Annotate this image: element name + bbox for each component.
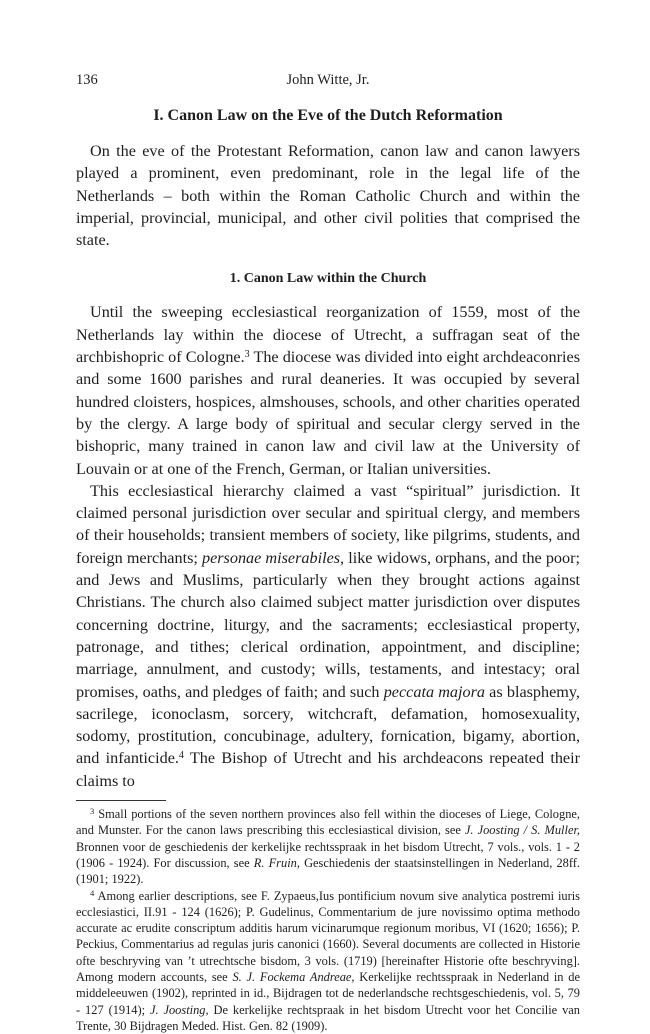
footnote-ref-4[interactable]: 4 [179,750,184,761]
footnote-3-text-1: Small portions of the seven northern provinces also fell within the dioceses of Liege, Cologne, and Munster. For the canon laws prescribing this ecclesiastical division, see [76,807,580,837]
body-paragraph-2 [76,480,580,792]
footnote-4-text-1: Among earlier descriptions, see F. Zypaeus,Ius pontificium novum sive analytica postremi iuris ecclesiastici, II.91 - 124 (1626); P. Gudelinus, Commentarium de jure novissimo optima methodo accurate ac erudite conscriptum additis harum vicinarumque regionum moribus, VI (1620; 1656); P. Peckius, Commentarius ad regulas juris canonici (1660). Several documents are collected in Historie ofte beschryving van ’t utrechtsche bisdom, 3 vols. (1719) [hereinafter Historie ofte beschryving]. Among modern accounts, see [76,889,580,984]
page-number: 136 [76,72,98,89]
footnote-ref-3[interactable]: 3 [245,349,250,360]
footnote-4-text-2: Kerkelijke rechtsspraak in Nederland in de middeleeuwen (1902), reprinted in id., Bijdragen tot de nederlandsche rechtsgeschiedenis, vol. 5, 79 - 127 (1914); [76,970,580,1017]
body-paragraph-2-text-d: The Bishop of Utrecht and his archdeacons repeated their claims to [76,749,580,789]
footnote-3 [76,806,580,887]
footnote-4-author-1: S. J. Fockema Andreae, [232,970,354,984]
body-paragraph-1 [76,301,580,479]
footnote-3-mark: 3 [90,806,94,816]
body-paragraph-1-text-a: Until the sweeping ecclesiastical reorganization of 1559, most of the Netherlands lay within the diocese of Utrecht, a suffragan seat of the archbishopric of Cologne. [76,303,580,366]
italic-term-peccata-majora: peccata majora [384,683,485,701]
footnote-4-mark: 4 [90,888,94,898]
footnote-3-author-2: R. Fruin, [254,856,300,870]
footnote-3-text-3: Geschiedenis der staatsinstellingen in Nederland, 28ff. (1901; 1922). [76,856,580,886]
italic-term-personae-miserabiles: personae miserabiles, [202,549,344,567]
body-paragraph-2-text-c: as blasphemy, sacrilege, iconoclasm, sorcery, witchcraft, defamation, homosexuality, sodomy, prostitution, concubinage, adultery, fornication, bigamy, abortion, and infanticide. [76,683,580,768]
body-paragraph-1-text-b: The diocese was divided into eight archdeaconries and some 1600 parishes and rural deaneries. It was occupied by several hundred cloisters, hospices, almshouses, schools, and other charities operated by the clergy. A large body of spiritual and secular clergy served in the bishopric, many trained in canon law and civil law at the University of Louvain or at one of the French, German, or Italian universities. [76,348,580,477]
footnotes [76,806,580,1034]
footnote-3-text-2: Bronnen voor de geschiedenis der kerkelijke rechtsspraak in het bisdom Utrecht, 7 vols., vols. 1 - 2 (1906 - 1924). For discussion, see [76,840,580,870]
footnote-4-text-3: De kerkelijke rechtspraak in het bisdom Utrecht voor het Concilie van Trente, 30 Bijdragen Meded. Hist. Gen. 82 (1909). [76,1003,580,1033]
footnote-rule [76,800,166,801]
intro-paragraph: On the eve of the Protestant Reformation, canon law and canon lawyers played a prominent, even predominant, role in the legal life of the Netherlands – both within the Roman Catholic Church and within the imperial, provincial, municipal, and other civil polities that comprised the state. [76,140,580,251]
footnote-3-author-1: J. Joosting / S. Muller, [465,823,580,837]
footnote-4-author-2: J. Joosting, [150,1003,209,1017]
body-paragraph-2-text-a: This ecclesiastical hierarchy claimed a vast “spiritual” jurisdiction. It claimed personal jurisdiction over secular and spiritual clergy, and members of their households; transient members of society, like pilgrims, students, and foreign merchants; [76,482,580,567]
subsection-title: 1. Canon Law within the Church [76,270,580,288]
body-paragraph-2-text-b: like widows, orphans, and the poor; and Jews and Muslims, particularly when they brought actions against Christians. The church also claimed subject matter jurisdiction over disputes concerning doctrine, liturgy, and the sacraments; ecclesiastical property, patronage, and tithes; clerical ordination, appointment, and discipline; marriage, annulment, and custody; wills, testaments, and intestacy; oral promises, oaths, and pledges of faith; and such [76,549,580,701]
running-head-author: John Witte, Jr. [76,72,580,89]
running-head [76,72,580,92]
page [76,72,580,1034]
section-title: I. Canon Law on the Eve of the Dutch Reformation [76,106,580,126]
footnote-4 [76,888,580,1034]
